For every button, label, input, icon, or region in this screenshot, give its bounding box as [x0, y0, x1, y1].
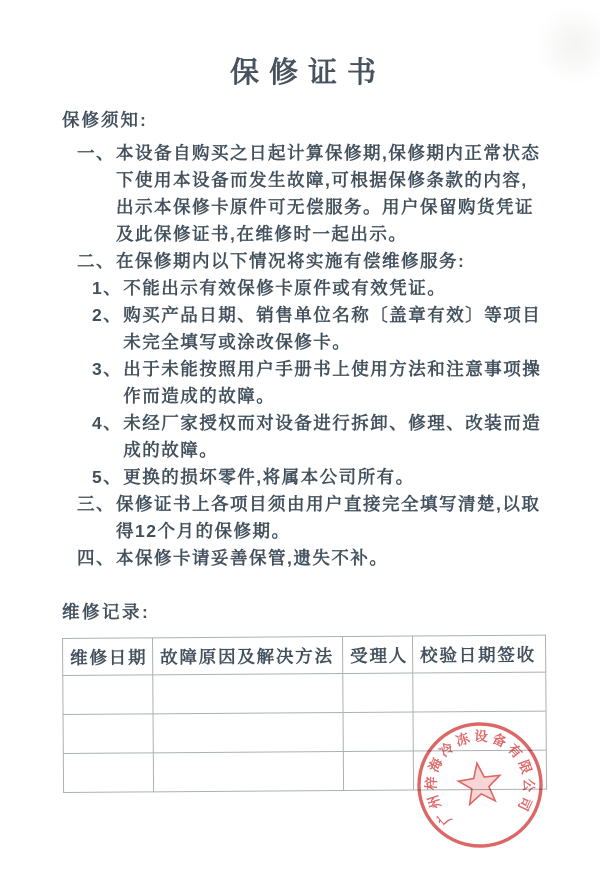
- notice-item-text: 本保修卡请妥善保管,遗失不补。: [116, 548, 389, 568]
- table-cell: [63, 675, 153, 715]
- notice-item-3: [62, 491, 544, 545]
- column-header-verify-sign: 校验日期签收: [412, 635, 545, 673]
- notice-item-marker: 四、: [77, 548, 115, 568]
- notice-item-text: 购买产品日期、销售单位名称〔盖章有效〕等项目未完全填写或涂改保修卡。: [123, 305, 542, 352]
- notice-item-text: 更换的损坏零件,将属本公司所有。: [123, 467, 415, 487]
- repair-records-heading: 维修记录:: [62, 602, 151, 622]
- notice-item-marker: 2、: [92, 305, 123, 325]
- page-title: 保修证书: [229, 57, 386, 89]
- notice-item-marker: 一、: [77, 143, 115, 163]
- notice-item-text: 本设备自购买之日起计算保修期,保修期内正常状态下使用本设备而发生故障,可根据保修条款的内容,出示本保修卡原件可无偿服务。用户保留购货凭证及此保修证书,在维修时一起出示。: [116, 143, 541, 244]
- notice-item-text: 保修证书上各项目须由用户直接完全填写清楚,以取得12个月的保修期。: [116, 494, 541, 541]
- notice-item-4: [62, 545, 544, 572]
- company-seal-stamp: [384, 689, 576, 881]
- column-header-fault-cause: 故障原因及解决方法: [153, 637, 343, 675]
- notice-item-marker: 3、: [92, 359, 123, 379]
- seal-company-name: 广州梓海冷冻设备有限公司: [423, 728, 537, 828]
- notice-subitem-5: [62, 464, 544, 491]
- notice-subitem-1: [62, 275, 544, 302]
- notice-item-text: 不能出示有效保修卡原件或有效凭证。: [123, 278, 447, 298]
- notice-item-marker: 5、: [92, 467, 123, 487]
- notice-item-2: [62, 248, 544, 275]
- notice-item-marker: 1、: [92, 278, 123, 298]
- column-header-repair-date: 维修日期: [63, 638, 153, 676]
- notice-item-marker: 三、: [77, 494, 115, 514]
- notice-item-text: 出于未能按照用户手册书上使用方法和注意事项操作而造成的故障。: [123, 359, 542, 406]
- notice-item-marker: 二、: [77, 251, 115, 271]
- notice-list: [62, 140, 544, 572]
- notice-subitem-3: [62, 356, 544, 410]
- notice-subitem-2: [62, 302, 544, 356]
- table-cell: [153, 752, 343, 792]
- notice-item-1: [62, 140, 544, 248]
- table-cell: [153, 713, 343, 753]
- notice-item-marker: 4、: [92, 413, 123, 433]
- table-header-row: [63, 635, 546, 675]
- column-header-handler: 受理人: [342, 636, 412, 673]
- table-cell: [343, 673, 413, 712]
- table-cell: [63, 714, 153, 754]
- seal-star-icon: [456, 760, 503, 805]
- notice-heading: 保修须知:: [62, 110, 148, 130]
- table-cell: [63, 753, 153, 793]
- table-cell: [153, 674, 343, 714]
- notice-item-text: 未经厂家授权而对设备进行拆卸、修理、改装而造成的故障。: [123, 413, 542, 460]
- notice-item-text: 在保修期内以下情况将实施有偿维修服务:: [116, 251, 466, 271]
- notice-subitem-4: [62, 410, 544, 464]
